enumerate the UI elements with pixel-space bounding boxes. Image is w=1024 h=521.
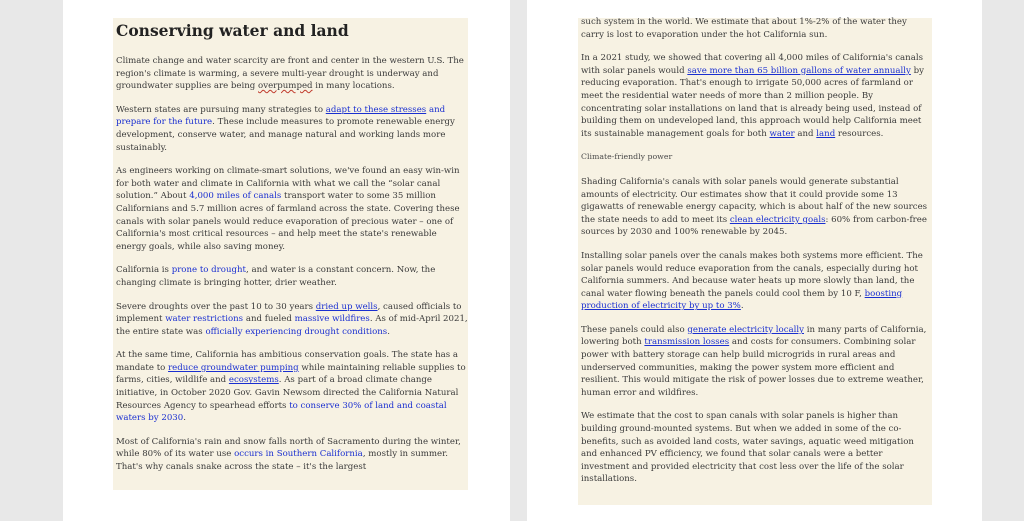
link-water-restrictions[interactable]: water restrictions (165, 314, 244, 325)
text-column-left (113, 18, 468, 490)
link-ecosystems[interactable]: ecosystems (228, 375, 279, 386)
link-conserve-30-percent[interactable]: to conserve 30% of land and coastal waters by 2030 (116, 400, 447, 424)
document-page-right (527, 0, 982, 521)
paragraph: We estimate that the cost to span canals with solar panels is higher than building ground-mounted systems. But when we added in some of the co-benefits, such as avoided land costs, water savings, aquatic weed mitigation and enhanced PV efficiency, we found that solar canals were a better investment and provided electricity that cost less over the life of the solar installations. (581, 411, 914, 485)
paragraph: As engineers working on climate-smart solutions, we've found an easy win-win for both water and climate in California with what we call the “solar canal solution.” About 4,000 miles of canals transport water to some 35 million Californians and 5.7 million acres of farmland across the state. Covering these canals with solar panels would reduce evaporation of precious water – one of California's most critical resources – and help meet the state's renewable energy goals, while also saving money. (116, 166, 460, 252)
text-column-right (578, 18, 932, 505)
paragraph: Shading California's canals with solar panels would generate substantial amounts of electricity. Our estimates show that it could provide some 13 gigawatts of renewable energy capacity, which is about half of the new sources the state needs to add to meet its clean electricity goals: 60% from carbon-free sources by 2030 and 100% renewable by 2045. (581, 176, 928, 238)
link-reduce-groundwater-pumping[interactable]: reduce groundwater pumping (168, 362, 299, 373)
paragraph: California is prone to drought, and water is a constant concern. Now, the changing climate is bringing hotter, drier weather. (116, 265, 436, 288)
paragraph: These panels could also generate electricity locally in many parts of California, lowering both transmission losses and costs for consumers. Combining solar power with battery storage can help build microgrids in rural areas and underserved communities, making the power system more efficient and resilient. This would mitigate the risk of power losses due to extreme weather, human error and wildfires. (581, 324, 927, 398)
paragraph: Climate change and water scarcity are front and center in the western U.S. The region's climate is warming, a severe multi-year drought is underway and groundwater supplies are being overpumped in many locations. (116, 56, 464, 92)
link-save-water[interactable]: save more than 65 billion gallons of water annually (687, 65, 911, 76)
paragraph: In a 2021 study, we showed that covering all 4,000 miles of California's canals with solar panels would save more than 65 billion gallons of water annually by reducing evaporation. That's enough to irrigate 50,000 acres of farmland or meet the residential water needs of more than 2 million people. By concentrating solar installations on land that is already being used, instead of building them on undeveloped land, this approach would help California meet its sustainable management goals for both water and land resources. (581, 53, 924, 139)
link-clean-electricity-goals[interactable]: clean electricity goals (729, 214, 826, 225)
link-transmission-losses[interactable]: transmission losses (644, 337, 730, 348)
document-page-left (63, 0, 510, 521)
article-title: Conserving water and land (116, 21, 349, 40)
paragraph: Most of California's rain and snow falls north of Sacramento during the winter, while 80% of its water use occurs in Southern California, mostly in summer. That's why canals snake across the state – it's the largest (116, 436, 461, 473)
paragraph: such system in the world. We estimate that about 1%-2% of the water they carry is lost to evaporation under the hot California sun. (581, 17, 907, 40)
paragraph: Western states are pursuing many strategies to adapt to these stresses and prepare for the future. These include measures to promote renewable energy development, conserve water, and manage natural and working lands more sustainably. (116, 104, 455, 153)
section-heading: Climate-friendly power (581, 152, 673, 162)
link-southern-california[interactable]: occurs in Southern California (234, 449, 363, 460)
link-prone-to-drought[interactable]: prone to drought (171, 265, 246, 276)
link-drought-conditions[interactable]: officially experiencing drought conditions (205, 326, 388, 337)
link-massive-wildfires[interactable]: massive wildfires (294, 314, 370, 325)
link-water[interactable]: water (769, 128, 795, 139)
link-adapt-to-stresses[interactable]: adapt to these stresses (325, 104, 427, 115)
paragraph: Severe droughts over the past 10 to 30 years dried up wells, caused officials to implement water restrictions and fueled massive wildfires. As of mid-April 2021, the entire state was officially experiencing drought conditions. (116, 301, 468, 337)
link-boosting-production[interactable]: boosting production of electricity by up to 3% (581, 288, 903, 312)
spellcheck-flagged-word[interactable]: overpumped (258, 81, 313, 92)
paragraph: Installing solar panels over the canals makes both systems more efficient. The solar panels would reduce evaporation from the canals, especially during hot California summers. And because water heats up more slowly than land, the canal water flowing beneath the panels could cool them by 10 F, boosting production of electricity by up to 3%. (581, 250, 923, 312)
link-dried-up-wells[interactable]: dried up wells (315, 301, 378, 312)
link-miles-of-canals[interactable]: 4,000 miles of canals (189, 191, 282, 202)
link-prepare-future[interactable]: and prepare for the future (116, 104, 446, 128)
paragraph: At the same time, California has ambitious conservation goals. The state has a mandate to reduce groundwater pumping while maintaining reliable supplies to farms, cities, wildlife and ecosystems. As part of a broad climate change initiative, in October 2020 Gov. Gavin Newsom directed the California Natural Resources Agency to spearhead efforts to conserve 30% of land and coastal waters by 2030. (116, 350, 466, 424)
link-generate-locally[interactable]: generate electricity locally (687, 324, 804, 335)
link-land[interactable]: land (816, 128, 836, 139)
